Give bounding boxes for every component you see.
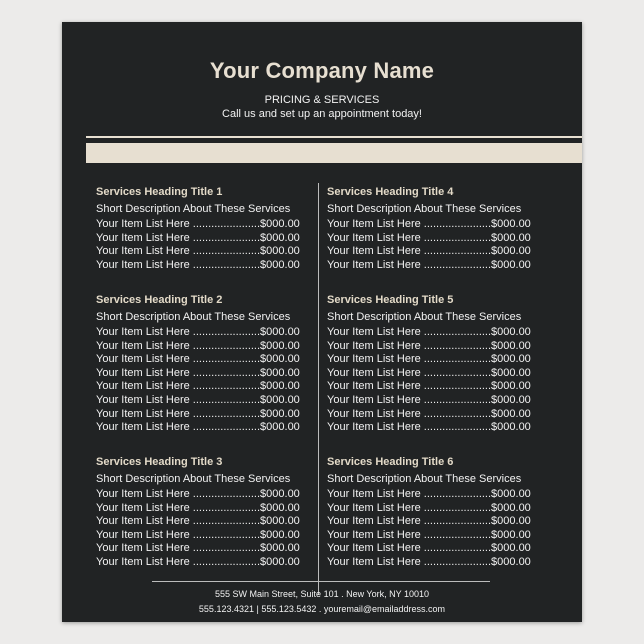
list-item: Your Item List Here ......................$000.00 (96, 421, 300, 434)
list-item: Your Item List Here ......................$000.00 (96, 393, 300, 406)
list-item: Your Item List Here ......................$000.00 (96, 218, 300, 230)
section-description: Short Description About These Services (327, 203, 522, 215)
services-section-1 (96, 184, 312, 272)
section-heading: Services Heading Title 3 (96, 456, 223, 468)
list-item: Your Item List Here ......................$000.00 (96, 326, 300, 338)
list-item: Your Item List Here ......................$000.00 (327, 218, 531, 230)
list-item: Your Item List Here ......................$000.00 (327, 245, 531, 258)
list-item: Your Item List Here ......................$000.00 (327, 407, 531, 420)
list-item: Your Item List Here ......................$000.00 (96, 245, 300, 258)
services-section-2 (96, 292, 312, 435)
section-heading: Services Heading Title 2 (96, 294, 223, 306)
subtitle: PRICING & SERVICES (264, 94, 380, 106)
section-description: Short Description About These Services (327, 311, 522, 323)
services-section-4 (327, 184, 543, 272)
list-item: Your Item List Here ......................$000.00 (96, 542, 300, 555)
list-item: Your Item List Here ......................$000.00 (96, 353, 300, 366)
footer-rule (152, 581, 490, 582)
list-item: Your Item List Here ......................$000.00 (96, 231, 300, 244)
list-item: Your Item List Here ......................$000.00 (96, 488, 300, 500)
list-item: Your Item List Here ......................$000.00 (327, 231, 531, 244)
services-section-6 (327, 454, 543, 570)
column-divider (318, 183, 319, 595)
tagline: Call us and set up an appointment today! (222, 108, 422, 120)
services-section-3 (96, 454, 312, 570)
list-item: Your Item List Here ......................$000.00 (327, 366, 531, 379)
list-item: Your Item List Here ......................$000.00 (327, 515, 531, 528)
section-heading: Services Heading Title 5 (327, 294, 454, 306)
list-item: Your Item List Here ......................$000.00 (96, 407, 300, 420)
header-rule (86, 136, 582, 138)
section-heading: Services Heading Title 4 (327, 186, 454, 198)
list-item: Your Item List Here ......................$000.00 (96, 555, 300, 568)
services-section-5 (327, 292, 543, 435)
section-description: Short Description About These Services (96, 311, 291, 323)
list-item: Your Item List Here ......................$000.00 (327, 393, 531, 406)
footer-address: 555 SW Main Street, Suite 101 . New York, NY 10010 (215, 589, 429, 599)
list-item: Your Item List Here ......................$000.00 (327, 555, 531, 568)
list-item: Your Item List Here ......................$000.00 (327, 339, 531, 352)
list-item: Your Item List Here ......................$000.00 (327, 501, 531, 514)
list-item: Your Item List Here ......................$000.00 (327, 528, 531, 541)
list-item: Your Item List Here ......................$000.00 (96, 501, 300, 514)
section-description: Short Description About These Services (327, 473, 522, 485)
section-description: Short Description About These Services (96, 203, 291, 215)
flyer (62, 22, 582, 622)
list-item: Your Item List Here ......................$000.00 (96, 380, 300, 393)
list-item: Your Item List Here ......................$000.00 (327, 542, 531, 555)
section-description: Short Description About These Services (96, 473, 291, 485)
list-item: Your Item List Here ......................$000.00 (96, 339, 300, 352)
list-item: Your Item List Here ......................$000.00 (96, 528, 300, 541)
list-item: Your Item List Here ......................$000.00 (327, 353, 531, 366)
section-heading: Services Heading Title 6 (327, 456, 454, 468)
list-item: Your Item List Here ......................$000.00 (96, 515, 300, 528)
company-name: Your Company Name (209, 58, 435, 83)
list-item: Your Item List Here ......................$000.00 (327, 380, 531, 393)
accent-band (86, 143, 582, 163)
list-item: Your Item List Here ......................$000.00 (327, 326, 531, 338)
list-item: Your Item List Here ......................$000.00 (327, 488, 531, 500)
list-item: Your Item List Here ......................$000.00 (327, 421, 531, 434)
footer-contact: 555.123.4321 | 555.123.5432 . youremail@emailaddress.com (198, 604, 446, 614)
list-item: Your Item List Here ......................$000.00 (96, 258, 300, 271)
section-heading: Services Heading Title 1 (96, 186, 223, 198)
list-item: Your Item List Here ......................$000.00 (327, 258, 531, 271)
list-item: Your Item List Here ......................$000.00 (96, 366, 300, 379)
